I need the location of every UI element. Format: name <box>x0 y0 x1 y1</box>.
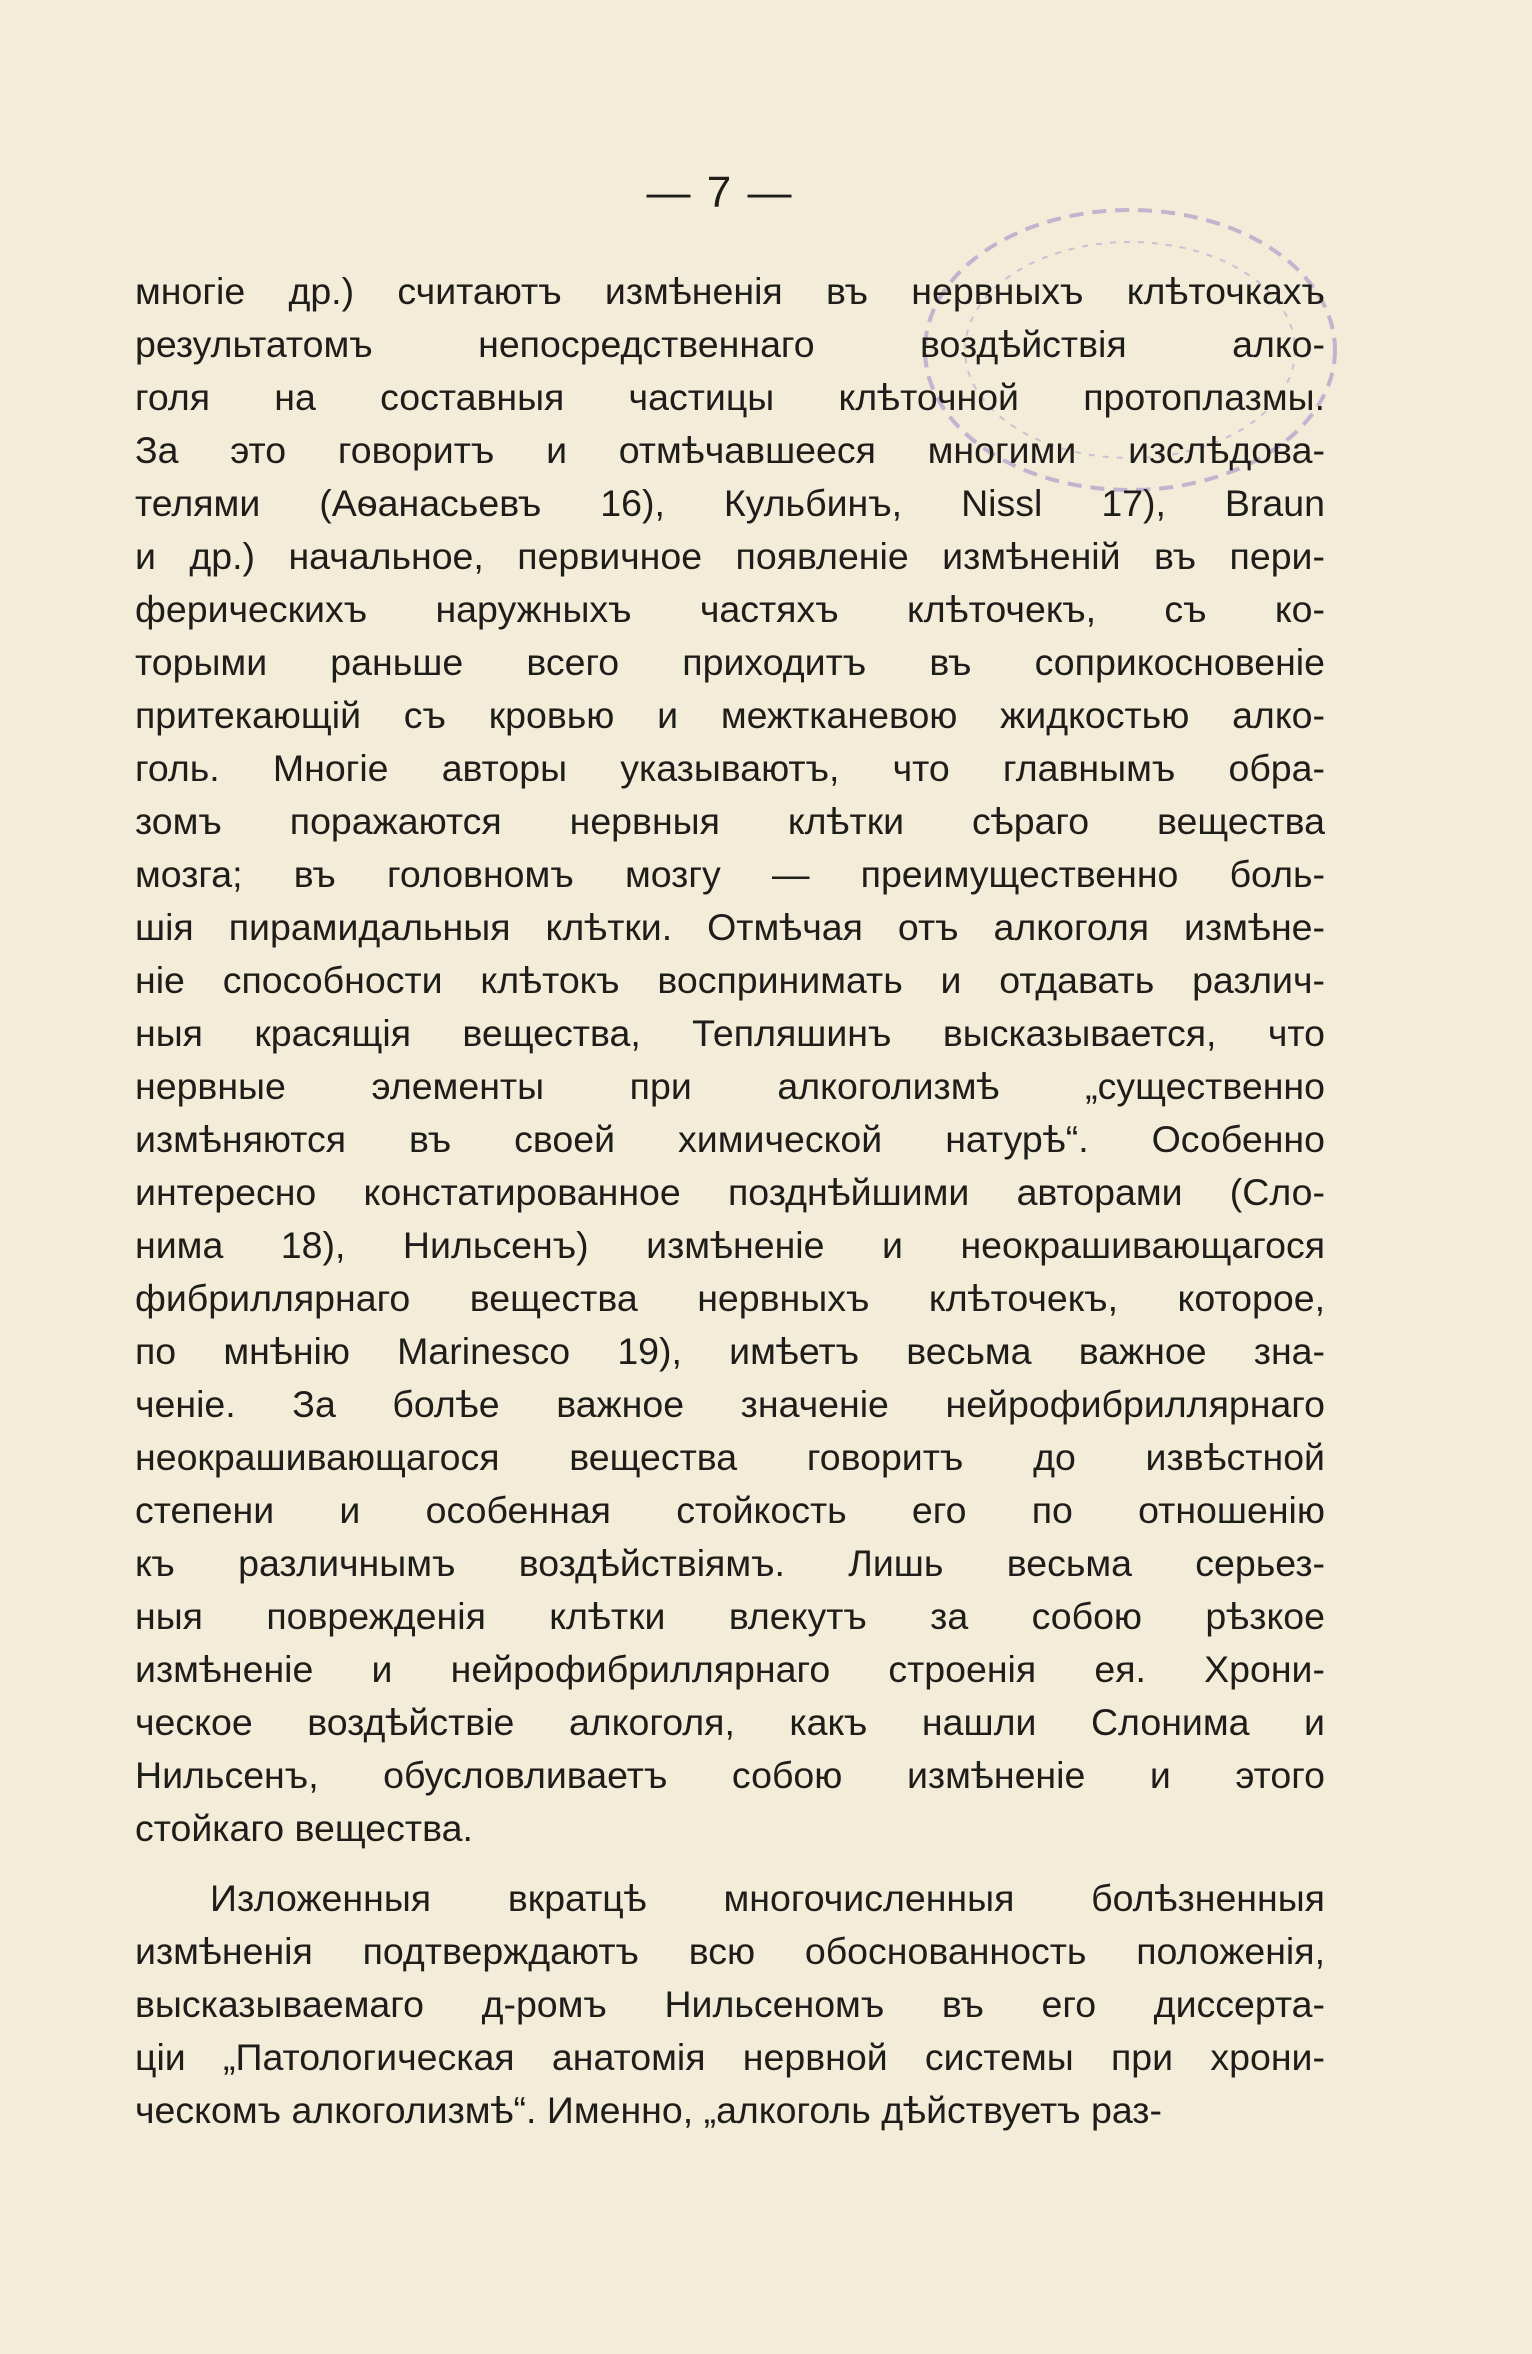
text-line: ныя красящія вещества, Тепляшинъ высказывается, что <box>135 1012 1325 1054</box>
text-line: зомъ поражаются нервныя клѣтки сѣраго вещества <box>135 800 1325 842</box>
text-line: ческое воздѣйствіе алкоголя, какъ нашли Слонима и <box>135 1701 1325 1743</box>
text-line: фибриллярнаго вещества нервныхъ клѣточекъ, которое, <box>135 1277 1325 1319</box>
text-line: За это говоритъ и отмѣчавшееся многими изслѣдова- <box>135 429 1325 471</box>
text-line: измѣняются въ своей химической натурѣ“. Особенно <box>135 1118 1325 1160</box>
text-line: ческомъ алкоголизмѣ“. Именно, „алкоголь дѣйствуетъ раз- <box>135 2089 1162 2131</box>
text-line: и др.) начальное, первичное появленіе измѣненій въ пери- <box>135 535 1325 577</box>
text-line: Изложенныя вкратцѣ многочисленныя болѣзненныя <box>210 1877 1325 1919</box>
text-line: телями (Аѳанасьевъ 16), Кульбинъ, Nissl 17), Braun <box>135 482 1325 524</box>
text-line: голь. Многіе авторы указываютъ, что главнымъ обра- <box>135 747 1325 789</box>
text-line: ферическихъ наружныхъ частяхъ клѣточекъ, съ ко- <box>135 588 1325 630</box>
text-line: Нильсенъ, обусловливаетъ собою измѣненіе и этого <box>135 1754 1325 1796</box>
paragraph-1 <box>135 265 1325 1855</box>
text-line: ніе способности клѣтокъ воспринимать и отдавать различ- <box>135 959 1325 1001</box>
text-line: по мнѣнію Marinesco 19), имѣетъ весьма важное зна- <box>135 1330 1325 1372</box>
text-line: притекающій съ кровью и межтканевою жидкостью алко- <box>135 694 1325 736</box>
paragraph-2 <box>135 1872 1325 2137</box>
text-line: стойкаго вещества. <box>135 1807 473 1849</box>
text-line: высказываемаго д-ромъ Нильсеномъ въ его диссерта- <box>135 1983 1325 2025</box>
text-line: нервные элементы при алкоголизмѣ „существенно <box>135 1065 1325 1107</box>
text-line: степени и особенная стойкость его по отношенію <box>135 1489 1325 1531</box>
page-number: — 7 — <box>646 168 794 217</box>
text-line: торыми раньше всего приходитъ въ соприкосновеніе <box>135 641 1325 683</box>
text-line: къ различнымъ воздѣйствіямъ. Лишь весьма серьез- <box>135 1542 1325 1584</box>
text-line: интересно констатированное позднѣйшими авторами (Сло- <box>135 1171 1325 1213</box>
text-line: мозга; въ головномъ мозгу — преимущественно боль- <box>135 853 1325 895</box>
text-line: неокрашивающагося вещества говоритъ до извѣстной <box>135 1436 1325 1478</box>
text-line: ныя поврежденія клѣтки влекутъ за собою рѣзкое <box>135 1595 1325 1637</box>
text-line: нима 18), Нильсенъ) измѣненіе и неокрашивающагося <box>135 1224 1325 1266</box>
text-line: голя на составныя частицы клѣточной протоплазмы. <box>135 376 1325 418</box>
text-line: результатомъ непосредственнаго воздѣйствія алко- <box>135 323 1325 365</box>
text-line: ціи „Патологическая анатомія нервной системы при хрони- <box>135 2036 1325 2078</box>
text-line: ченіе. За болѣе важное значеніе нейрофибриллярнаго <box>135 1383 1325 1425</box>
text-line: измѣненіе и нейрофибриллярнаго строенія ея. Хрони- <box>135 1648 1325 1690</box>
text-line: многіе др.) считаютъ измѣненія въ нервныхъ клѣточкахъ <box>135 270 1325 312</box>
text-line: измѣненія подтверждаютъ всю обоснованность положенія, <box>135 1930 1325 1972</box>
text-line: шія пирамидальныя клѣтки. Отмѣчая отъ алкоголя измѣне- <box>135 906 1325 948</box>
